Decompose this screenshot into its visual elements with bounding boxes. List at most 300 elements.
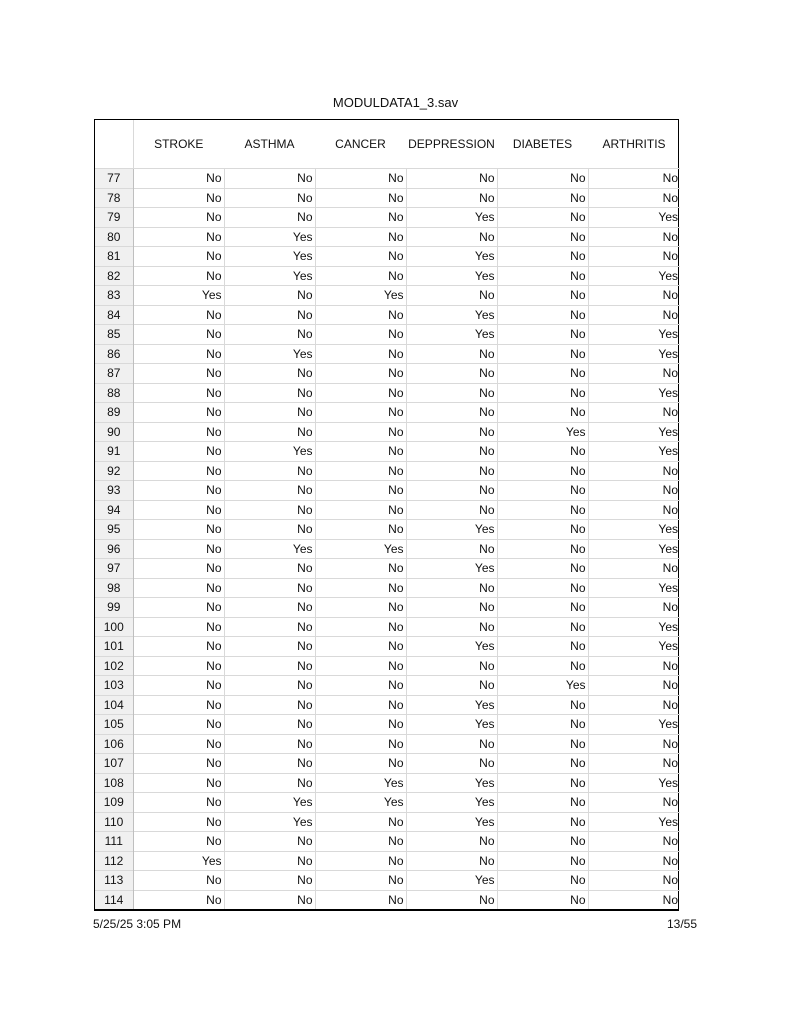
table-cell: No <box>406 344 497 364</box>
table-cell: No <box>588 403 680 423</box>
table-cell: No <box>497 617 588 637</box>
table-cell: No <box>315 266 406 286</box>
table-cell: No <box>315 520 406 540</box>
table-cell: No <box>315 871 406 891</box>
table-cell: No <box>315 364 406 384</box>
table-cell: No <box>497 344 588 364</box>
table-cell: No <box>497 442 588 462</box>
table-cell: No <box>224 676 315 696</box>
table-cell: Yes <box>588 637 680 657</box>
row-index: 102 <box>95 656 133 676</box>
row-index: 82 <box>95 266 133 286</box>
table-cell: Yes <box>406 247 497 267</box>
table-cell: Yes <box>588 520 680 540</box>
row-index: 105 <box>95 715 133 735</box>
table-row <box>95 383 680 403</box>
table-cell: No <box>406 169 497 189</box>
table-row <box>95 188 680 208</box>
table-cell: No <box>315 598 406 618</box>
table-cell: Yes <box>406 325 497 345</box>
table-cell: No <box>133 481 224 501</box>
row-index: 100 <box>95 617 133 637</box>
table-cell: No <box>406 188 497 208</box>
table-cell: Yes <box>406 695 497 715</box>
row-index: 79 <box>95 208 133 228</box>
table-cell: No <box>315 305 406 325</box>
table-cell: No <box>133 637 224 657</box>
table-cell: No <box>497 793 588 813</box>
table-row <box>95 559 680 579</box>
table-row <box>95 832 680 852</box>
table-row <box>95 715 680 735</box>
table-cell: Yes <box>406 812 497 832</box>
table-cell: No <box>497 851 588 871</box>
table-cell: Yes <box>224 812 315 832</box>
table-cell: No <box>588 286 680 306</box>
table-row <box>95 227 680 247</box>
table-cell: Yes <box>406 871 497 891</box>
table-cell: No <box>315 208 406 228</box>
table-cell: No <box>497 481 588 501</box>
table-cell: No <box>315 832 406 852</box>
table-cell: No <box>224 422 315 442</box>
table-cell: No <box>588 851 680 871</box>
page-number: 13/55 <box>666 917 697 931</box>
table-cell: No <box>315 383 406 403</box>
table-cell: Yes <box>588 539 680 559</box>
table-cell: No <box>497 559 588 579</box>
table-cell: No <box>224 617 315 637</box>
table-cell: No <box>497 539 588 559</box>
table-cell: No <box>406 832 497 852</box>
table-cell: No <box>224 734 315 754</box>
table-row <box>95 598 680 618</box>
table-cell: No <box>315 325 406 345</box>
table-cell: Yes <box>133 286 224 306</box>
table-cell: No <box>315 481 406 501</box>
table-cell: No <box>406 286 497 306</box>
table-row <box>95 812 680 832</box>
table-cell: No <box>315 247 406 267</box>
row-index: 112 <box>95 851 133 871</box>
row-index: 97 <box>95 559 133 579</box>
table-cell: No <box>588 169 680 189</box>
table-cell: No <box>224 773 315 793</box>
table-cell: Yes <box>588 208 680 228</box>
table-cell: No <box>497 383 588 403</box>
row-index: 114 <box>95 890 133 909</box>
table-cell: No <box>133 754 224 774</box>
table-cell: No <box>497 598 588 618</box>
table-cell: No <box>497 734 588 754</box>
table-cell: No <box>315 812 406 832</box>
table-cell: No <box>315 851 406 871</box>
table-cell: No <box>133 715 224 735</box>
table-cell: No <box>588 364 680 384</box>
table-row <box>95 325 680 345</box>
table-cell: No <box>224 364 315 384</box>
table-cell: No <box>133 871 224 891</box>
table-cell: Yes <box>224 266 315 286</box>
row-index: 95 <box>95 520 133 540</box>
row-index: 101 <box>95 637 133 657</box>
table-cell: No <box>406 734 497 754</box>
row-index: 77 <box>95 169 133 189</box>
table-cell: No <box>588 481 680 501</box>
table-cell: No <box>588 188 680 208</box>
table-cell: No <box>497 266 588 286</box>
table-cell: Yes <box>315 286 406 306</box>
row-index: 109 <box>95 793 133 813</box>
table-cell: No <box>315 169 406 189</box>
table-cell: No <box>406 578 497 598</box>
row-index: 81 <box>95 247 133 267</box>
row-index: 86 <box>95 344 133 364</box>
table-row <box>95 247 680 267</box>
table-cell: No <box>497 286 588 306</box>
row-index: 87 <box>95 364 133 384</box>
table-row <box>95 442 680 462</box>
table-cell: No <box>497 773 588 793</box>
table-row <box>95 500 680 520</box>
column-header-arthritis: ARTHRITIS <box>602 137 666 151</box>
table-row <box>95 637 680 657</box>
table-cell: No <box>133 383 224 403</box>
table-row <box>95 773 680 793</box>
table-cell: No <box>133 188 224 208</box>
row-index: 83 <box>95 286 133 306</box>
header-row <box>95 120 680 169</box>
table-cell: Yes <box>315 539 406 559</box>
table-cell: No <box>315 461 406 481</box>
table-cell: No <box>133 344 224 364</box>
row-index: 104 <box>95 695 133 715</box>
row-index: 113 <box>95 871 133 891</box>
table-cell: Yes <box>497 676 588 696</box>
table-cell: No <box>224 559 315 579</box>
table-cell: Yes <box>406 715 497 735</box>
table-cell: No <box>133 734 224 754</box>
table-cell: No <box>224 695 315 715</box>
table-row <box>95 305 680 325</box>
column-header-depression: DEPPRESSION <box>408 137 495 151</box>
row-index: 107 <box>95 754 133 774</box>
table-cell: No <box>497 520 588 540</box>
table-row <box>95 871 680 891</box>
table-cell: Yes <box>588 617 680 637</box>
table-cell: Yes <box>588 578 680 598</box>
table-cell: No <box>406 383 497 403</box>
table-cell: Yes <box>315 773 406 793</box>
table-cell: No <box>315 890 406 909</box>
table-cell: No <box>588 461 680 481</box>
row-index: 80 <box>95 227 133 247</box>
table-cell: No <box>315 559 406 579</box>
table-cell: No <box>224 500 315 520</box>
table-row <box>95 676 680 696</box>
table-cell: Yes <box>588 266 680 286</box>
document-title: MODULDATA1_3.sav <box>332 95 459 110</box>
table-row <box>95 422 680 442</box>
table-cell: No <box>224 461 315 481</box>
table-cell: Yes <box>406 773 497 793</box>
table-cell: No <box>315 617 406 637</box>
table-cell: No <box>315 676 406 696</box>
table-cell: No <box>406 656 497 676</box>
table-row <box>95 461 680 481</box>
table-cell: No <box>497 578 588 598</box>
table-cell: No <box>497 208 588 228</box>
table-cell: No <box>133 812 224 832</box>
table-row <box>95 656 680 676</box>
row-index: 93 <box>95 481 133 501</box>
row-index: 106 <box>95 734 133 754</box>
table-cell: No <box>133 559 224 579</box>
table-cell: No <box>224 598 315 618</box>
table-cell: No <box>588 559 680 579</box>
table-row <box>95 734 680 754</box>
table-row <box>95 169 680 189</box>
table-cell: No <box>588 305 680 325</box>
data-table-frame <box>94 119 679 911</box>
table-cell: Yes <box>406 559 497 579</box>
table-row <box>95 617 680 637</box>
table-cell: No <box>406 676 497 696</box>
row-index: 98 <box>95 578 133 598</box>
row-index: 103 <box>95 676 133 696</box>
table-cell: No <box>133 617 224 637</box>
table-cell: No <box>315 715 406 735</box>
table-cell: No <box>224 520 315 540</box>
table-cell: No <box>224 383 315 403</box>
table-cell: No <box>588 754 680 774</box>
table-cell: No <box>133 442 224 462</box>
table-cell: No <box>133 890 224 909</box>
table-cell: No <box>315 344 406 364</box>
table-cell: Yes <box>224 344 315 364</box>
table-row <box>95 890 680 909</box>
table-cell: No <box>133 500 224 520</box>
row-index: 110 <box>95 812 133 832</box>
row-index: 84 <box>95 305 133 325</box>
row-index: 91 <box>95 442 133 462</box>
table-cell: No <box>497 403 588 423</box>
table-cell: No <box>224 851 315 871</box>
row-index: 111 <box>95 832 133 852</box>
table-cell: No <box>224 890 315 909</box>
row-index: 90 <box>95 422 133 442</box>
table-cell: No <box>497 871 588 891</box>
table-cell: Yes <box>406 208 497 228</box>
table-cell: No <box>497 325 588 345</box>
table-cell: No <box>588 598 680 618</box>
table-cell: No <box>224 715 315 735</box>
table-cell: No <box>315 422 406 442</box>
table-cell: No <box>133 208 224 228</box>
table-cell: Yes <box>406 793 497 813</box>
table-cell: No <box>133 539 224 559</box>
table-row <box>95 364 680 384</box>
table-cell: No <box>406 461 497 481</box>
table-cell: No <box>224 481 315 501</box>
table-row <box>95 344 680 364</box>
table-row <box>95 481 680 501</box>
table-cell: No <box>133 793 224 813</box>
table-cell: No <box>497 715 588 735</box>
table-cell: No <box>315 578 406 598</box>
table-cell: No <box>133 403 224 423</box>
table-cell: No <box>133 832 224 852</box>
table-cell: No <box>133 578 224 598</box>
table-cell: No <box>133 169 224 189</box>
table-cell: No <box>224 871 315 891</box>
table-row <box>95 695 680 715</box>
table-cell: No <box>588 890 680 909</box>
table-cell: No <box>133 227 224 247</box>
table-cell: No <box>497 461 588 481</box>
table-cell: No <box>406 598 497 618</box>
table-cell: Yes <box>224 793 315 813</box>
table-row <box>95 286 680 306</box>
table-cell: No <box>497 695 588 715</box>
table-cell: Yes <box>588 715 680 735</box>
table-cell: No <box>406 754 497 774</box>
table-cell: No <box>315 500 406 520</box>
table-cell: No <box>406 890 497 909</box>
table-cell: No <box>133 520 224 540</box>
table-cell: Yes <box>588 773 680 793</box>
table-cell: Yes <box>588 442 680 462</box>
table-cell: No <box>497 754 588 774</box>
table-cell: No <box>588 793 680 813</box>
table-cell: No <box>406 481 497 501</box>
table-cell: No <box>588 500 680 520</box>
table-cell: Yes <box>224 227 315 247</box>
table-cell: No <box>133 598 224 618</box>
table-cell: Yes <box>224 539 315 559</box>
table-cell: No <box>588 695 680 715</box>
table-cell: No <box>133 247 224 267</box>
table-cell: No <box>406 364 497 384</box>
table-cell: No <box>315 754 406 774</box>
table-cell: No <box>497 227 588 247</box>
table-cell: No <box>224 656 315 676</box>
table-cell: No <box>497 832 588 852</box>
table-cell: No <box>224 188 315 208</box>
table-cell: No <box>133 773 224 793</box>
row-index: 89 <box>95 403 133 423</box>
table-cell: Yes <box>406 637 497 657</box>
table-cell: No <box>224 305 315 325</box>
table-cell: No <box>315 656 406 676</box>
table-cell: No <box>315 227 406 247</box>
table-cell: No <box>588 871 680 891</box>
table-cell: No <box>315 442 406 462</box>
table-row <box>95 754 680 774</box>
table-cell: No <box>315 734 406 754</box>
row-index-header <box>95 120 133 169</box>
table-cell: No <box>133 325 224 345</box>
table-row <box>95 539 680 559</box>
table-cell: No <box>224 832 315 852</box>
table-cell: No <box>497 637 588 657</box>
table-cell: No <box>406 422 497 442</box>
table-cell: Yes <box>224 247 315 267</box>
table-cell: No <box>406 617 497 637</box>
table-cell: Yes <box>406 305 497 325</box>
table-row <box>95 266 680 286</box>
table-cell: No <box>315 403 406 423</box>
table-cell: No <box>588 656 680 676</box>
table-cell: No <box>224 403 315 423</box>
table-cell: Yes <box>406 520 497 540</box>
row-index: 108 <box>95 773 133 793</box>
table-cell: Yes <box>588 422 680 442</box>
table-cell: No <box>588 734 680 754</box>
table-cell: No <box>588 676 680 696</box>
column-header-stroke: STROKE <box>154 137 204 151</box>
table-cell: No <box>406 227 497 247</box>
table-cell: No <box>133 305 224 325</box>
table-cell: No <box>224 754 315 774</box>
table-cell: Yes <box>588 383 680 403</box>
row-index: 78 <box>95 188 133 208</box>
table-cell: No <box>497 500 588 520</box>
table-row <box>95 520 680 540</box>
table-cell: No <box>497 247 588 267</box>
row-index: 94 <box>95 500 133 520</box>
table-row <box>95 208 680 228</box>
table-row <box>95 578 680 598</box>
table-cell: No <box>133 695 224 715</box>
table-cell: No <box>497 656 588 676</box>
table-row <box>95 851 680 871</box>
column-header-asthma: ASTHMA <box>244 137 295 151</box>
table-cell: No <box>588 832 680 852</box>
row-index: 92 <box>95 461 133 481</box>
table-cell: No <box>224 578 315 598</box>
table-cell: No <box>224 325 315 345</box>
row-index: 99 <box>95 598 133 618</box>
table-cell: No <box>497 305 588 325</box>
row-index: 96 <box>95 539 133 559</box>
table-cell: No <box>224 286 315 306</box>
table-cell: No <box>406 851 497 871</box>
table-cell: No <box>133 461 224 481</box>
table-cell: No <box>133 676 224 696</box>
print-timestamp: 5/25/25 3:05 PM <box>93 917 182 931</box>
row-index: 85 <box>95 325 133 345</box>
table-cell: No <box>133 656 224 676</box>
table-cell: No <box>497 890 588 909</box>
table-cell: No <box>315 637 406 657</box>
table-cell: Yes <box>497 422 588 442</box>
table-cell: No <box>224 637 315 657</box>
table-cell: Yes <box>133 851 224 871</box>
table-cell: No <box>315 695 406 715</box>
table-cell: No <box>588 247 680 267</box>
table-cell: No <box>406 442 497 462</box>
data-table <box>95 120 680 909</box>
table-cell: Yes <box>588 812 680 832</box>
table-cell: No <box>224 169 315 189</box>
table-body <box>95 169 680 910</box>
table-cell: No <box>497 169 588 189</box>
table-cell: Yes <box>406 266 497 286</box>
table-cell: No <box>497 812 588 832</box>
table-cell: No <box>406 403 497 423</box>
table-cell: No <box>497 188 588 208</box>
